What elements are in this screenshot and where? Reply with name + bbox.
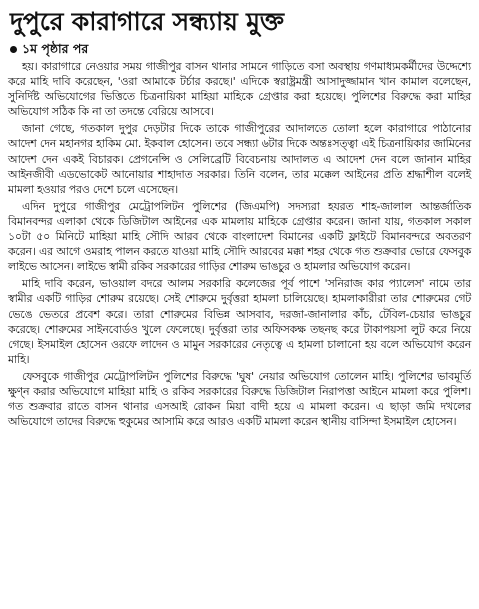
bullet-icon — [10, 46, 17, 53]
paragraph-1: হয়। কারাগারে নেওয়ার সময় গাজীপুর বাসন থানার সামনে গাড়িতে বসা অবস্থায় গণমাধ্যমকর্মীদের উদ্দেশ্যে করে মাহি দাবি করেছেন, 'ওরা আমাকে টর্চার করছে।' এদিকে স্বরাষ্ট্রমন্ত্রী আসাদুজ্জামান খান কামাল বলেছেন, সুনির্দিষ্ট অভিযোগের ভিত্তিতে চিত্রনায়িকা মাহিয়া মাহিকে গ্রেপ্তার করা হয়েছে। পুলিশের বিরুদ্ধে করা মাহির অভিযোগ সঠিক কি না তা তদন্তে বেরিয়ে আসবে। — [8, 60, 471, 119]
paragraph-3: এদিন দুপুরে গাজীপুর মেট্রোপলিটন পুলিশের (জিএমপি) সদস্যরা হযরত শাহ-জালাল আন্তর্জাতিক বিমানবন্দর এলাকা থেকে ডিজিটাল আইনের এক মামলায় মাহিকে গ্রেপ্তার করেন। জানা যায়, গতকাল সকাল ১০টা ৫০ মিনিটে মাহিয়া মাহি সৌদি আরব থেকে বাংলাদেশ বিমানের একটি ফ্লাইটে বিমানবন্দরে অবতরণ করেন। এর আগে ওমরাহ পালন করতে যাওয়া মাহি সৌদি আরবের মক্কা শহর থেকে গত শুক্রবার ভোরে ফেসবুক লাইভে আসেন। লাইভে স্বামী রকিব সরকারের গাড়ির শোরুম ভাঙচুর ও হামলার অভিযোগ করেন। — [8, 199, 471, 274]
continued-from-label: ১ম পৃষ্ঠার পর — [22, 41, 89, 56]
paragraph-5: ফেসবুকে গাজীপুর মেট্রোপলিটন পুলিশের বিরুদ্ধে 'ঘুষ' নেয়ার অভিযোগ তোলেন মাহি। পুলিশের ভাবমূর্তি ক্ষুণ্ন করার অভিযোগে মাহিয়া মাহি ও রকিব সরকারের বিরুদ্ধে ডিজিটাল নিরাপত্তা আইনে মামলা করে পুলিশ। গত শুক্রবার রাতে বাসন থানার এসআই রোকন মিয়া বাদী হয়ে এ মামলা করেন। এ ছাড়া জমি দখলের অভিযোগে তাদের বিরুদ্ধে হুকুমের আসামি করে আরও একটি মামলা করেন স্থানীয় বাসিন্দা ইসমাইল হোসেন। — [8, 369, 471, 429]
paragraph-2: জানা গেছে, গতকাল দুপুর দেড়টার দিকে তাকে গাজীপুরের আদালতে তোলা হলে কারাগারে পাঠানোর আদেশ দেন মহানগর হাকিম মো. ইকবাল হোসেন। তবে সন্ধ্যা ৬টার দিকে অন্তঃসত্ত্বা এই চিত্রনায়িকার জামিনের আদেশ দেন একই বিচারক। প্রেগনেন্সি ও সেলিব্রেটি বিবেচনায় আদালত এ আদেশ দেন বলে জানান মাহির আইনজীবী এডভোকেট আনোয়ার শাহাদাত সরকার। তিনি বলেন, তার মক্কেল আইনের প্রতি শ্রদ্ধাশীল বলেই মামলা হওয়ার পরও দেশে চলে এসেছেন। — [8, 122, 471, 196]
paragraph-4: মাহি দাবি করেন, ভাওয়াল বদরে আলম সরকারি কলেজের পূর্ব পাশে 'সনিরাজ কার প্যালেস' নামে তার স্বামীর একটি গাড়ির শোরুম রয়েছে। সেই শোরুমে দুর্বৃত্তরা হামলা চালিয়েছে। হামলাকারীরা তার শোরুমের গেট ভেঙে ভেতরে প্রবেশ করে। তারা শোরুমের বিভিন্ন আসবাব, দরজা-জানালার কাঁচ, টেবিল-চেয়ার ভাঙচুর করেছে। শোরুমের সাইনবোর্ডও খুলে ফেলেছে। দুর্বৃত্তরা তার অফিসকক্ষ তছনছ করে টাকাপয়সা লুট করে নিয়ে গেছে। ইসমাইল হোসেন ওরফে লাদেন ও মামুন সরকারের নেতৃত্বে এ হামলা চালানো হয় বলে অভিযোগ করেন মাহি। — [8, 277, 471, 366]
article-body — [8, 59, 471, 429]
continuation-marker — [10, 41, 471, 57]
headline: দুপুরে কারাগারে সন্ধ্যায় মুক্ত — [10, 7, 284, 36]
